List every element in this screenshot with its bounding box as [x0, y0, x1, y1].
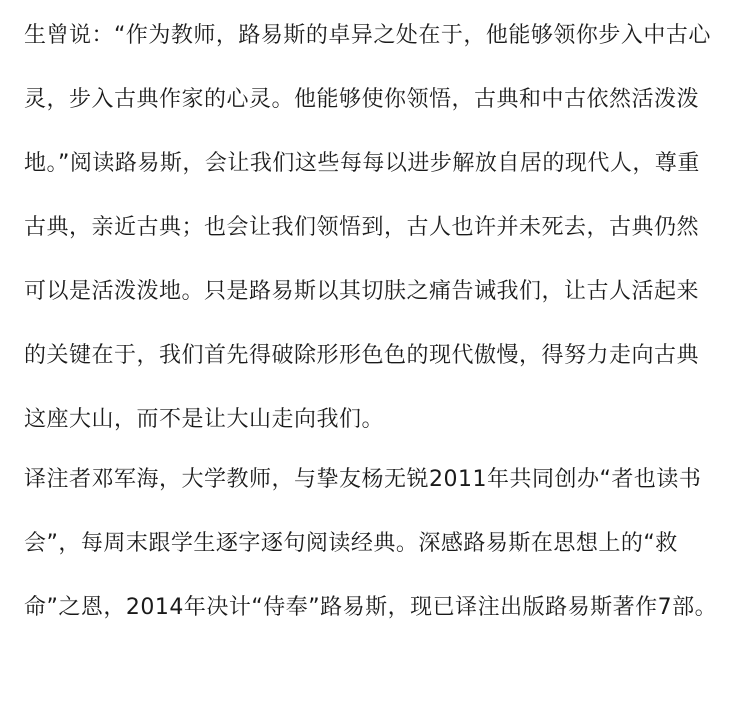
paragraph-lewis-teaching: 生曾说：“作为教师，路易斯的卓异之处在于，他能够领你步入中古心灵，步入古典作家的心灵。他能够使你领悟，古典和中古依然活泼泼地。”阅读路易斯，会让我们这些每每以进步解放自居的现代人，尊重古典，亲近古典；也会让我们领悟到，古人也许并未死去，古典仍然可以是活泼泼地。只是路易斯以其切肤之痛告诫我们，让古人活起来的关键在于，我们首先得破除形形色色的现代傲慢，得努力走向古典这座大山，而不是让大山走向我们。 [24, 23, 711, 432]
paragraph-translator-bio: 译注者邓军海，大学教师，与挚友杨无锐2011年共同创办“者也读书会”，每周末跟学生逐字逐句阅读经典。深感路易斯在思想上的“救命”之恩，2014年决计“侍奉”路易斯，现已译注出版路易斯著作7部。 [24, 467, 718, 620]
